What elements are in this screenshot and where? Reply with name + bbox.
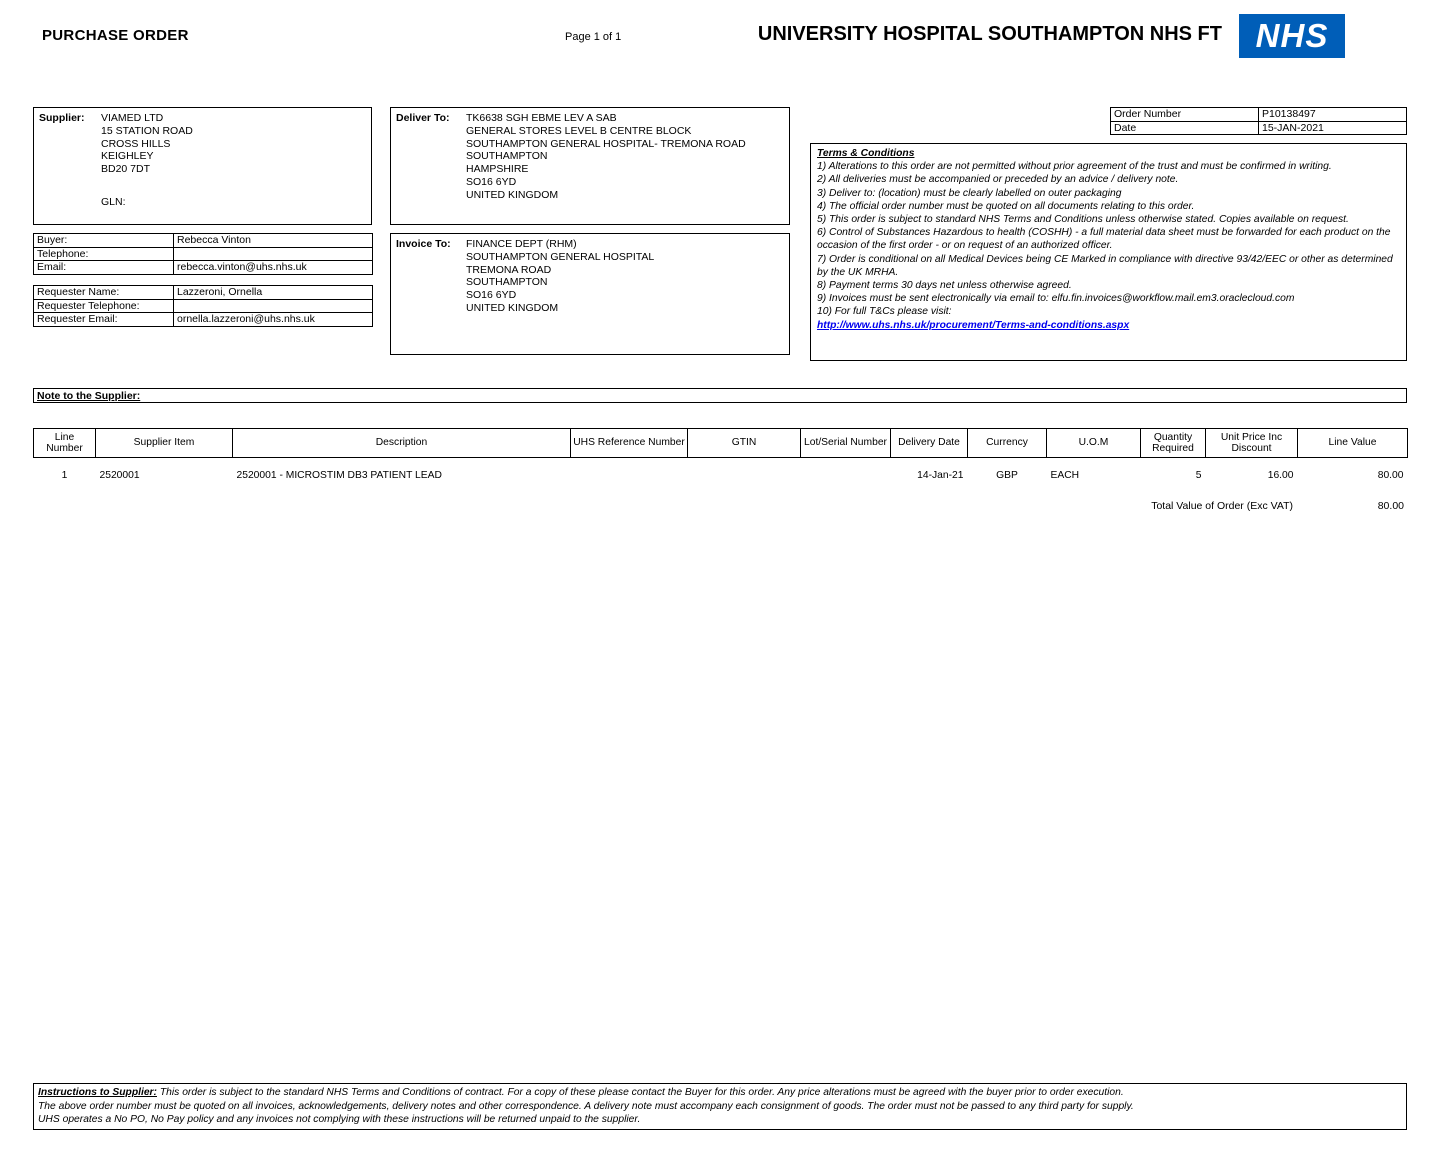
item-description: 2520001 - MICROSTIM DB3 PATIENT LEAD	[236, 470, 442, 481]
requester-email-value: ornella.lazzeroni@uhs.nhs.uk	[174, 313, 373, 327]
terms-conditions-link[interactable]: http://www.uhs.nhs.uk/procurement/Terms-and-conditions.aspx	[817, 319, 1130, 331]
col-header-uhs-reference: UHS Reference Number	[571, 429, 688, 458]
order-date-label: Date	[1111, 121, 1259, 135]
item-line-number: 1	[61, 470, 68, 481]
item-uom: EACH	[1050, 470, 1080, 481]
order-total-row	[33, 500, 1407, 514]
order-info-table	[1110, 107, 1407, 135]
item-lot-serial	[801, 458, 891, 482]
invoice-to-address-line: TREMONA ROAD	[466, 263, 552, 276]
col-header-lot-serial: Lot/Serial Number	[801, 429, 891, 458]
col-header-line-number: Line Number	[34, 429, 96, 458]
item-quantity: 5	[1195, 470, 1202, 481]
requester-name-label: Requester Name:	[34, 286, 174, 300]
deliver-to-address-line: HAMPSHIRE	[466, 163, 529, 176]
terms-title: Terms & Conditions	[817, 148, 915, 159]
note-to-supplier-label: Note to the Supplier:	[37, 390, 141, 402]
col-header-delivery-date: Delivery Date	[891, 429, 968, 458]
order-date-value: 15-JAN-2021	[1259, 121, 1407, 135]
col-header-line-value: Line Value	[1298, 429, 1408, 458]
supplier-address-line: VIAMED LTD	[101, 112, 164, 124]
deliver-to-address-line: UNITED KINGDOM	[466, 188, 559, 201]
buyer-table	[33, 233, 373, 275]
invoice-to-address-line: SO16 6YD	[466, 289, 517, 302]
requester-name-value: Lazzeroni, Ornella	[174, 286, 373, 300]
page-indicator: Page 1 of 1	[565, 31, 622, 43]
supplier-address-line: 15 STATION ROAD	[101, 124, 193, 137]
document-title: PURCHASE ORDER	[42, 27, 189, 44]
line-items-table	[33, 428, 1408, 481]
col-header-uom: U.O.M	[1047, 429, 1141, 458]
instructions-label: Instructions to Supplier:	[38, 1087, 157, 1098]
buyer-email-label: Email:	[34, 261, 174, 275]
terms-item: 2) All deliveries must be accompanied or preceded by an advice / delivery note.	[817, 174, 1179, 186]
col-header-currency: Currency	[968, 429, 1047, 458]
deliver-to-address-line: SO16 6YD	[466, 175, 517, 188]
supplier-label: Supplier:	[39, 112, 85, 124]
terms-item: 9) Invoices must be sent electronically via email to: elfu.fin.invoices@workflow.mail.em3.oraclecloud.com	[817, 293, 1295, 305]
requester-telephone-value	[174, 299, 373, 313]
item-unit-price: 16.00	[1267, 470, 1294, 481]
invoice-to-label: Invoice To:	[396, 238, 451, 250]
terms-item: 8) Payment terms 30 days net unless otherwise agreed.	[817, 280, 1072, 292]
col-header-quantity: Quantity Required	[1141, 429, 1206, 458]
terms-item: 7) Order is conditional on all Medical Devices being CE Marked in compliance with directive 93/42/EEC or other as determined by the UK MRHA.	[817, 253, 1393, 278]
invoice-to-address-line: UNITED KINGDOM	[466, 301, 559, 314]
instructions-line	[38, 1086, 1402, 1100]
instructions-line: The above order number must be quoted on all invoices, acknowledgements, delivery notes and other correspondence. A delivery note must accompany each consignment of goods. The order must not be passed to any third party for supply.	[38, 1100, 1134, 1112]
buyer-email-value: rebecca.vinton@uhs.nhs.uk	[174, 261, 373, 275]
item-currency: GBP	[996, 470, 1018, 481]
col-header-gtin: GTIN	[688, 429, 801, 458]
invoice-to-address-line: SOUTHAMPTON	[466, 276, 548, 289]
items-header-row	[34, 429, 1408, 458]
deliver-to-address-line: GENERAL STORES LEVEL B CENTRE BLOCK	[466, 124, 692, 137]
deliver-to-box	[390, 107, 790, 225]
note-to-supplier-bar	[33, 388, 1407, 403]
deliver-to-address-line: TK6638 SGH EBME LEV A SAB	[466, 112, 617, 124]
terms-item: 3) Deliver to: (location) must be clearly labelled on outer packaging	[817, 187, 1122, 199]
order-total-value: 80.00	[1377, 500, 1404, 512]
supplier-address-line: BD20 7DT	[101, 163, 151, 176]
col-header-supplier-item: Supplier Item	[96, 429, 233, 458]
supplier-address-line: CROSS HILLS	[101, 137, 171, 150]
instructions-text: This order is subject to the standard NHS Terms and Conditions of contract. For a copy of these please contact the Buyer for this order. Any price alterations must be agreed with the buyer prior to order execution.	[159, 1087, 1124, 1098]
terms-item: 6) Control of Substances Hazardous to health (COSHH) - a full material data sheet must be forwarded for each product on the occasion of the first order - or on request of an authorized officer.	[817, 227, 1391, 252]
buyer-label: Buyer:	[34, 234, 174, 248]
order-total-label: Total Value of Order (Exc VAT)	[1151, 500, 1293, 512]
supplier-box	[33, 107, 372, 225]
order-number-label: Order Number	[1111, 108, 1259, 122]
supplier-address	[101, 112, 193, 209]
terms-item: 4) The official order number must be quoted on all documents relating to this order.	[817, 200, 1195, 212]
terms-item: 10) For full T&Cs please visit:	[817, 306, 952, 318]
terms-item: 5) This order is subject to standard NHS Terms and Conditions unless otherwise stated. Copies available on request.	[817, 214, 1349, 226]
item-delivery-date: 14-Jan-21	[917, 470, 964, 481]
supplier-address-line: KEIGHLEY	[101, 150, 154, 163]
deliver-to-address-line: SOUTHAMPTON	[466, 150, 548, 163]
buyer-telephone-label: Telephone:	[34, 247, 174, 261]
item-gtin	[688, 458, 801, 482]
buyer-value: Rebecca Vinton	[174, 234, 373, 248]
item-supplier-item: 2520001	[99, 470, 140, 481]
invoice-to-box	[390, 233, 790, 355]
invoice-to-address-line: FINANCE DEPT (RHM)	[466, 238, 577, 250]
instructions-to-supplier-box	[33, 1083, 1407, 1130]
deliver-to-address-line: SOUTHAMPTON GENERAL HOSPITAL- TREMONA ROAD	[466, 137, 746, 150]
col-header-description: Description	[233, 429, 571, 458]
terms-item: 1) Alterations to this order are not permitted without prior agreement of the trust and must be confirmed in writing.	[817, 161, 1332, 173]
order-number-value: P10138497	[1259, 108, 1407, 122]
terms-and-conditions-box	[810, 143, 1407, 361]
item-line-value: 80.00	[1377, 470, 1404, 481]
requester-telephone-label: Requester Telephone:	[34, 299, 174, 313]
requester-table	[33, 285, 373, 327]
nhs-logo	[1239, 14, 1345, 58]
item-uhs-reference	[571, 458, 688, 482]
supplier-gln-label: GLN:	[101, 195, 126, 208]
deliver-to-address	[466, 112, 746, 202]
organisation-title: UNIVERSITY HOSPITAL SOUTHAMPTON NHS FT	[757, 23, 1222, 45]
requester-email-label: Requester Email:	[34, 313, 174, 327]
col-header-unit-price: Unit Price Inc Discount	[1206, 429, 1298, 458]
nhs-logo-text: NHS	[1255, 17, 1329, 54]
invoice-to-address-line: SOUTHAMPTON GENERAL HOSPITAL	[466, 250, 655, 263]
item-row	[34, 458, 1408, 482]
instructions-line: UHS operates a No PO, No Pay policy and any invoices not complying with these instructions will be returned unpaid to the supplier.	[38, 1114, 641, 1126]
invoice-to-address	[466, 238, 654, 315]
deliver-to-label: Deliver To:	[396, 112, 450, 124]
buyer-telephone-value	[174, 247, 373, 261]
